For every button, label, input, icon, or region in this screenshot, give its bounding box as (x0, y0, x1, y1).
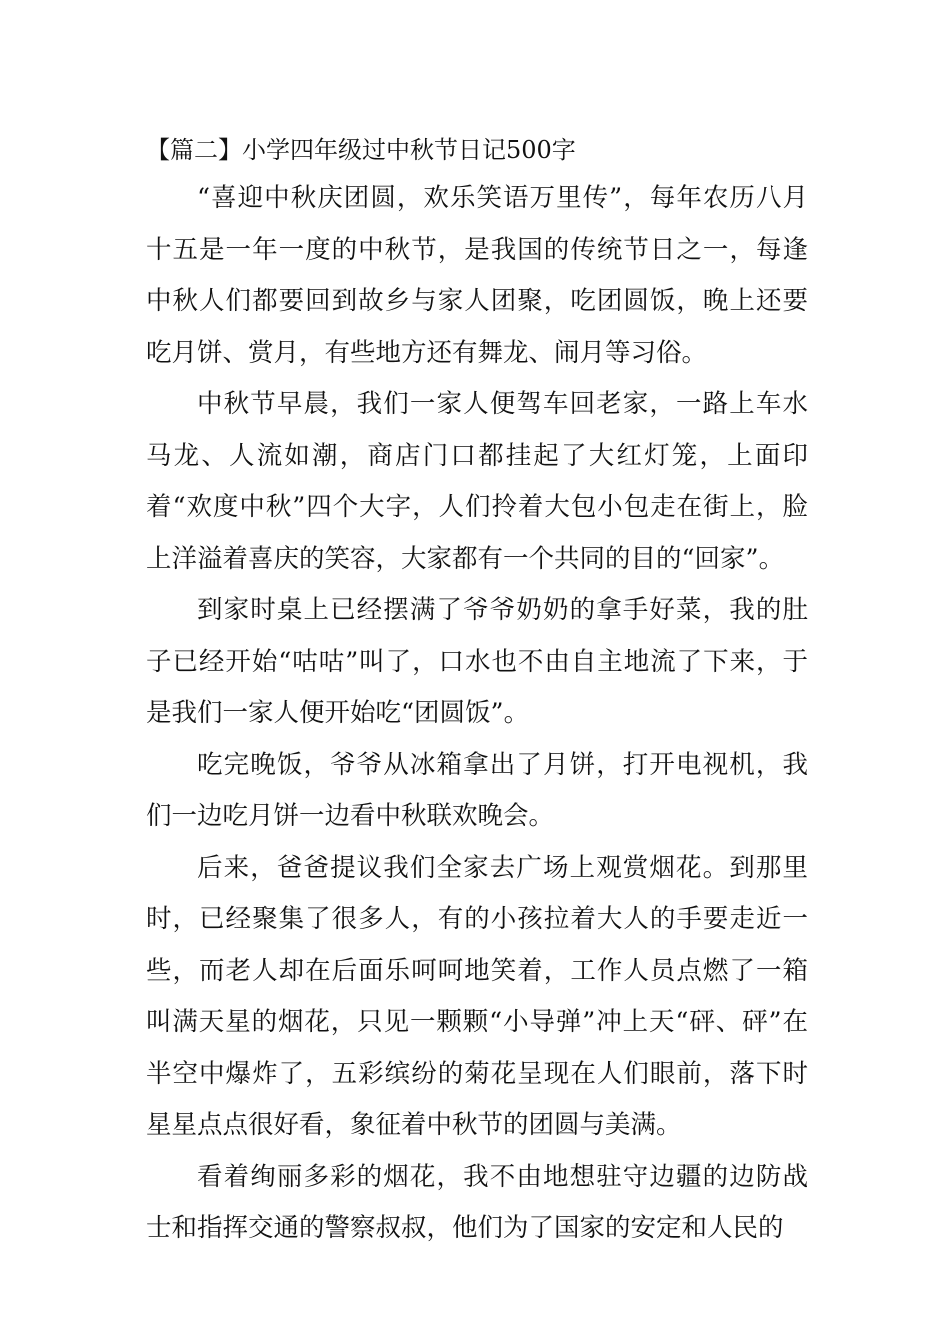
paragraph-4: 吃完晚饭，爷爷从冰箱拿出了月饼，打开电视机，我们一边吃月饼一边看中秋联欢晚会。 (146, 749, 808, 831)
paragraph-2: 中秋节早晨，我们一家人便驾车回老家，一路上车水马龙、人流如潮，商店门口都挂起了大红灯笼，上面印着“欢度中秋”四个大字，人们拎着大包小包走在街上，脸上洋溢着喜庆的笑容，大家都有一个共同的目的“回家”。 (146, 389, 808, 574)
document-body (146, 128, 808, 1255)
paragraph-1: “喜迎中秋庆团圆，欢乐笑语万里传”，每年农历八月十五是一年一度的中秋节，是我国的传统节日之一，每逢中秋人们都要回到故乡与家人团聚，吃团圆饭，晚上还要吃月饼、赏月，有些地方还有舞龙、闹月等习俗。 (146, 183, 808, 368)
document-title: 【篇二】小学四年级过中秋节日记500字 (146, 136, 576, 164)
paragraph-3: 到家时桌上已经摆满了爷爷奶奶的拿手好菜，我的肚子已经开始“咕咕”叫了，口水也不由自主地流了下来，于是我们一家人便开始吃“团圆饭”。 (146, 595, 808, 728)
paragraph-5: 后来，爸爸提议我们全家去广场上观赏烟花。到那里时，已经聚集了很多人，有的小孩拉着大人的手要走近一些，而老人却在后面乐呵呵地笑着，工作人员点燃了一箱叫满天星的烟花，只见一颗颗“小导弹”冲上天“砰、砰”在半空中爆炸了，五彩缤纷的菊花呈现在人们眼前，落下时星星点点很好看，象征着中秋节的团圆与美满。 (146, 852, 808, 1140)
paragraph-6: 看着绚丽多彩的烟花，我不由地想驻守边疆的边防战士和指挥交通的警察叔叔，他们为了国家的安定和人民的 (146, 1161, 808, 1243)
